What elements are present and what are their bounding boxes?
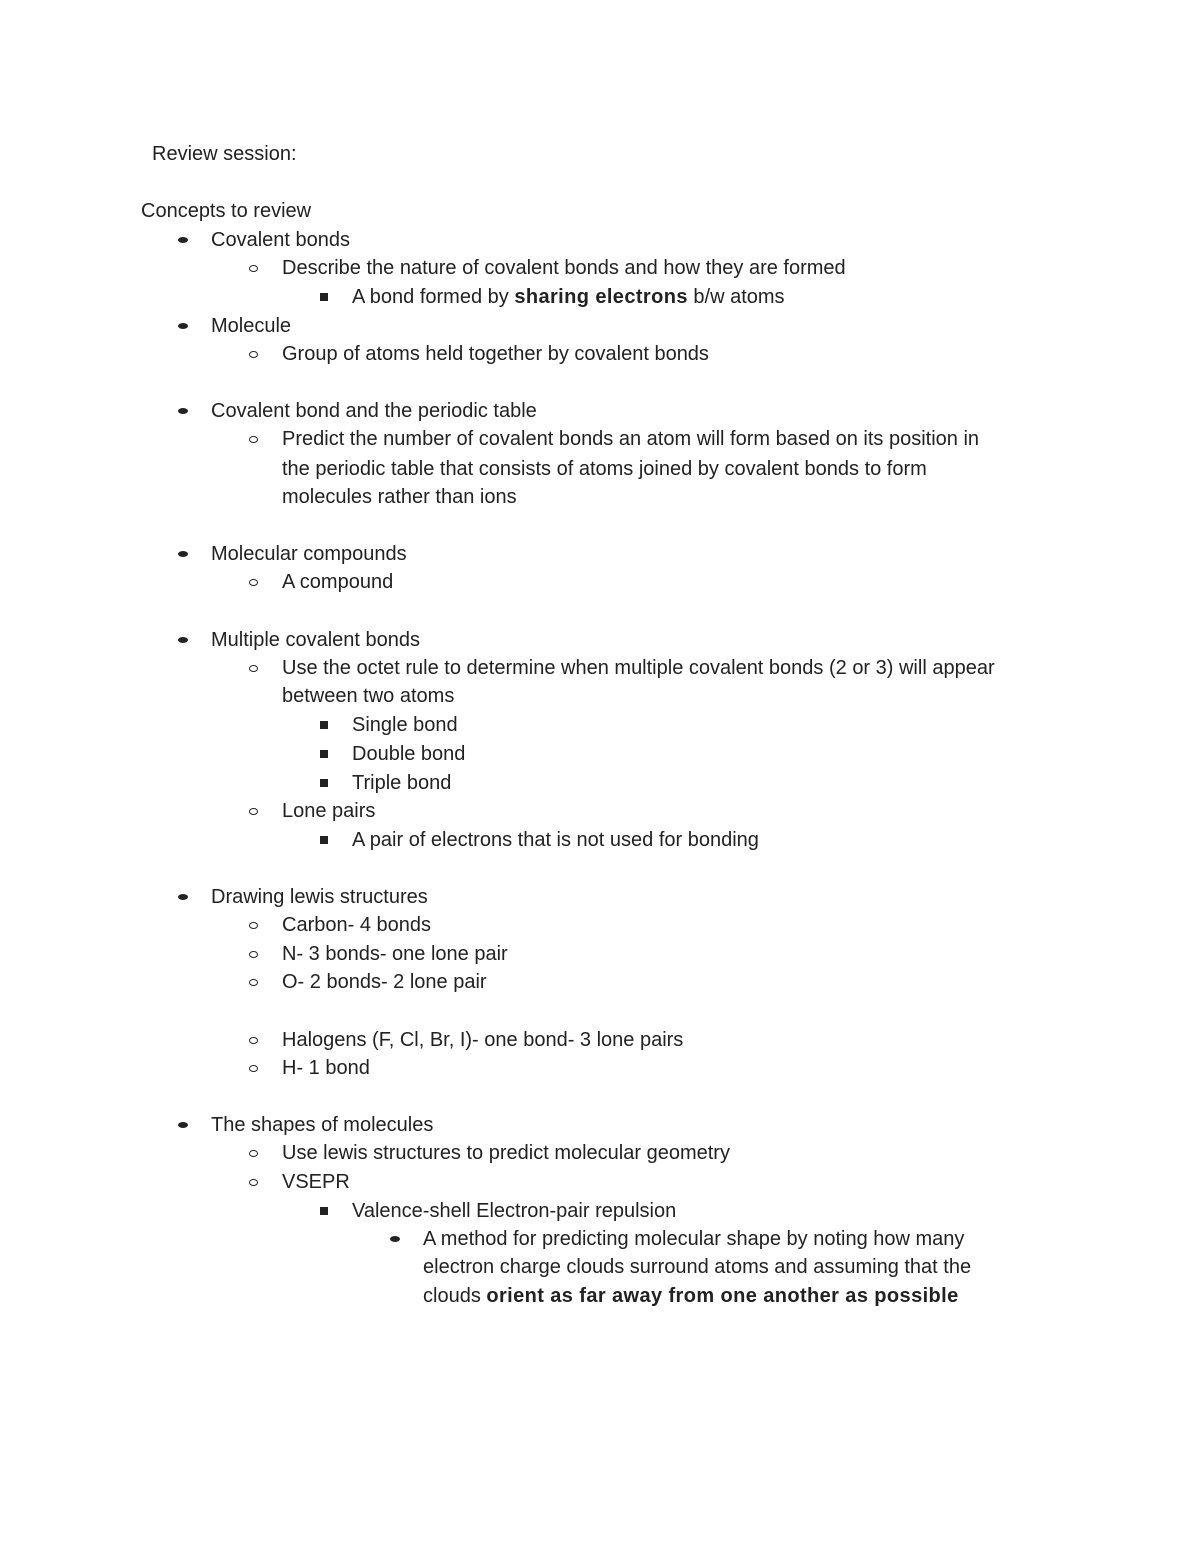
bullet-circle-icon bbox=[249, 979, 258, 986]
list-subitem: O- 2 bonds- 2 lone pair bbox=[282, 971, 487, 993]
bullet-disc-icon bbox=[178, 1122, 188, 1128]
bullet-square-icon bbox=[320, 1207, 328, 1215]
bullet-circle-icon bbox=[249, 922, 258, 929]
list-subitem: H- 1 bond bbox=[282, 1057, 370, 1079]
bullet-circle-icon bbox=[249, 1037, 258, 1044]
bullet-disc-icon bbox=[178, 637, 188, 643]
list-subsubitem: Double bond bbox=[352, 743, 466, 765]
bullet-circle-icon bbox=[249, 579, 258, 586]
list-subitem-continued: between two atoms bbox=[282, 685, 455, 707]
bullet-circle-icon bbox=[249, 951, 258, 958]
bullet-square-icon bbox=[320, 750, 328, 758]
list-item-multiple-bonds: Multiple covalent bonds bbox=[211, 629, 421, 651]
bullet-circle-icon bbox=[249, 808, 258, 815]
list-subitem: A compound bbox=[282, 571, 394, 593]
bullet-disc-icon bbox=[178, 551, 188, 557]
page-title: Review session: bbox=[152, 143, 297, 165]
list-subitem: Halogens (F, Cl, Br, I)- one bond- 3 lone pairs bbox=[282, 1029, 684, 1051]
list-item-covalent-bonds: Covalent bonds bbox=[211, 229, 350, 251]
text-run: b/w atoms bbox=[687, 286, 785, 308]
bullet-disc-icon bbox=[390, 1236, 400, 1242]
bullet-circle-icon bbox=[249, 1065, 258, 1072]
list-subitem: Lone pairs bbox=[282, 800, 376, 822]
text-run: clouds bbox=[423, 1285, 487, 1307]
list-subsubitem: A pair of electrons that is not used for bonding bbox=[352, 829, 759, 851]
list-item-periodic-table: Covalent bond and the periodic table bbox=[211, 400, 537, 422]
list-subitem: N- 3 bonds- one lone pair bbox=[282, 943, 508, 965]
list-item-shapes: The shapes of molecules bbox=[211, 1114, 434, 1136]
list-item-molecule: Molecule bbox=[211, 315, 292, 337]
list-subitem: Group of atoms held together by covalent bonds bbox=[282, 343, 709, 365]
section-heading: Concepts to review bbox=[141, 200, 312, 222]
bullet-square-icon bbox=[320, 836, 328, 844]
list-level4-continued: electron charge clouds surround atoms and assuming that the bbox=[423, 1256, 972, 1278]
bullet-circle-icon bbox=[249, 351, 258, 358]
list-subitem-continued: the periodic table that consists of atoms joined by covalent bonds to form bbox=[282, 458, 927, 480]
bullet-disc-icon bbox=[178, 894, 188, 900]
list-subsubitem: Valence-shell Electron-pair repulsion bbox=[352, 1200, 677, 1222]
bullet-circle-icon bbox=[249, 436, 258, 443]
list-item-lewis-structures: Drawing lewis structures bbox=[211, 886, 428, 908]
list-level4-item: A method for predicting molecular shape by noting how many bbox=[423, 1228, 965, 1250]
list-subsubitem: Triple bond bbox=[352, 772, 452, 794]
bullet-disc-icon bbox=[178, 323, 188, 329]
bold-text: orient as far away from one another as possible bbox=[486, 1285, 959, 1307]
list-subitem: Carbon- 4 bonds bbox=[282, 914, 431, 936]
list-subitem: VSEPR bbox=[282, 1171, 350, 1193]
bullet-circle-icon bbox=[249, 1150, 258, 1157]
list-subsubitem bbox=[352, 283, 785, 311]
list-subsubitem: Single bond bbox=[352, 714, 458, 736]
list-subitem: Predict the number of covalent bonds an atom will form based on its position in bbox=[282, 428, 980, 450]
bullet-square-icon bbox=[320, 721, 328, 729]
bullet-circle-icon bbox=[249, 265, 258, 272]
list-level4-continued bbox=[423, 1282, 959, 1310]
list-subitem: Use the octet rule to determine when multiple covalent bonds (2 or 3) will appear bbox=[282, 657, 995, 679]
bullet-disc-icon bbox=[178, 237, 188, 243]
bullet-circle-icon bbox=[249, 665, 258, 672]
bullet-circle-icon bbox=[249, 1179, 258, 1186]
bullet-square-icon bbox=[320, 779, 328, 787]
list-subitem-continued: molecules rather than ions bbox=[282, 486, 517, 508]
list-subitem: Use lewis structures to predict molecular geometry bbox=[282, 1142, 730, 1164]
bullet-disc-icon bbox=[178, 408, 188, 414]
text-run: A bond formed by bbox=[352, 286, 515, 308]
list-subitem: Describe the nature of covalent bonds and how they are formed bbox=[282, 257, 846, 279]
bold-text: sharing electrons bbox=[514, 286, 688, 308]
list-item-molecular-compounds: Molecular compounds bbox=[211, 543, 407, 565]
bullet-square-icon bbox=[320, 293, 328, 301]
